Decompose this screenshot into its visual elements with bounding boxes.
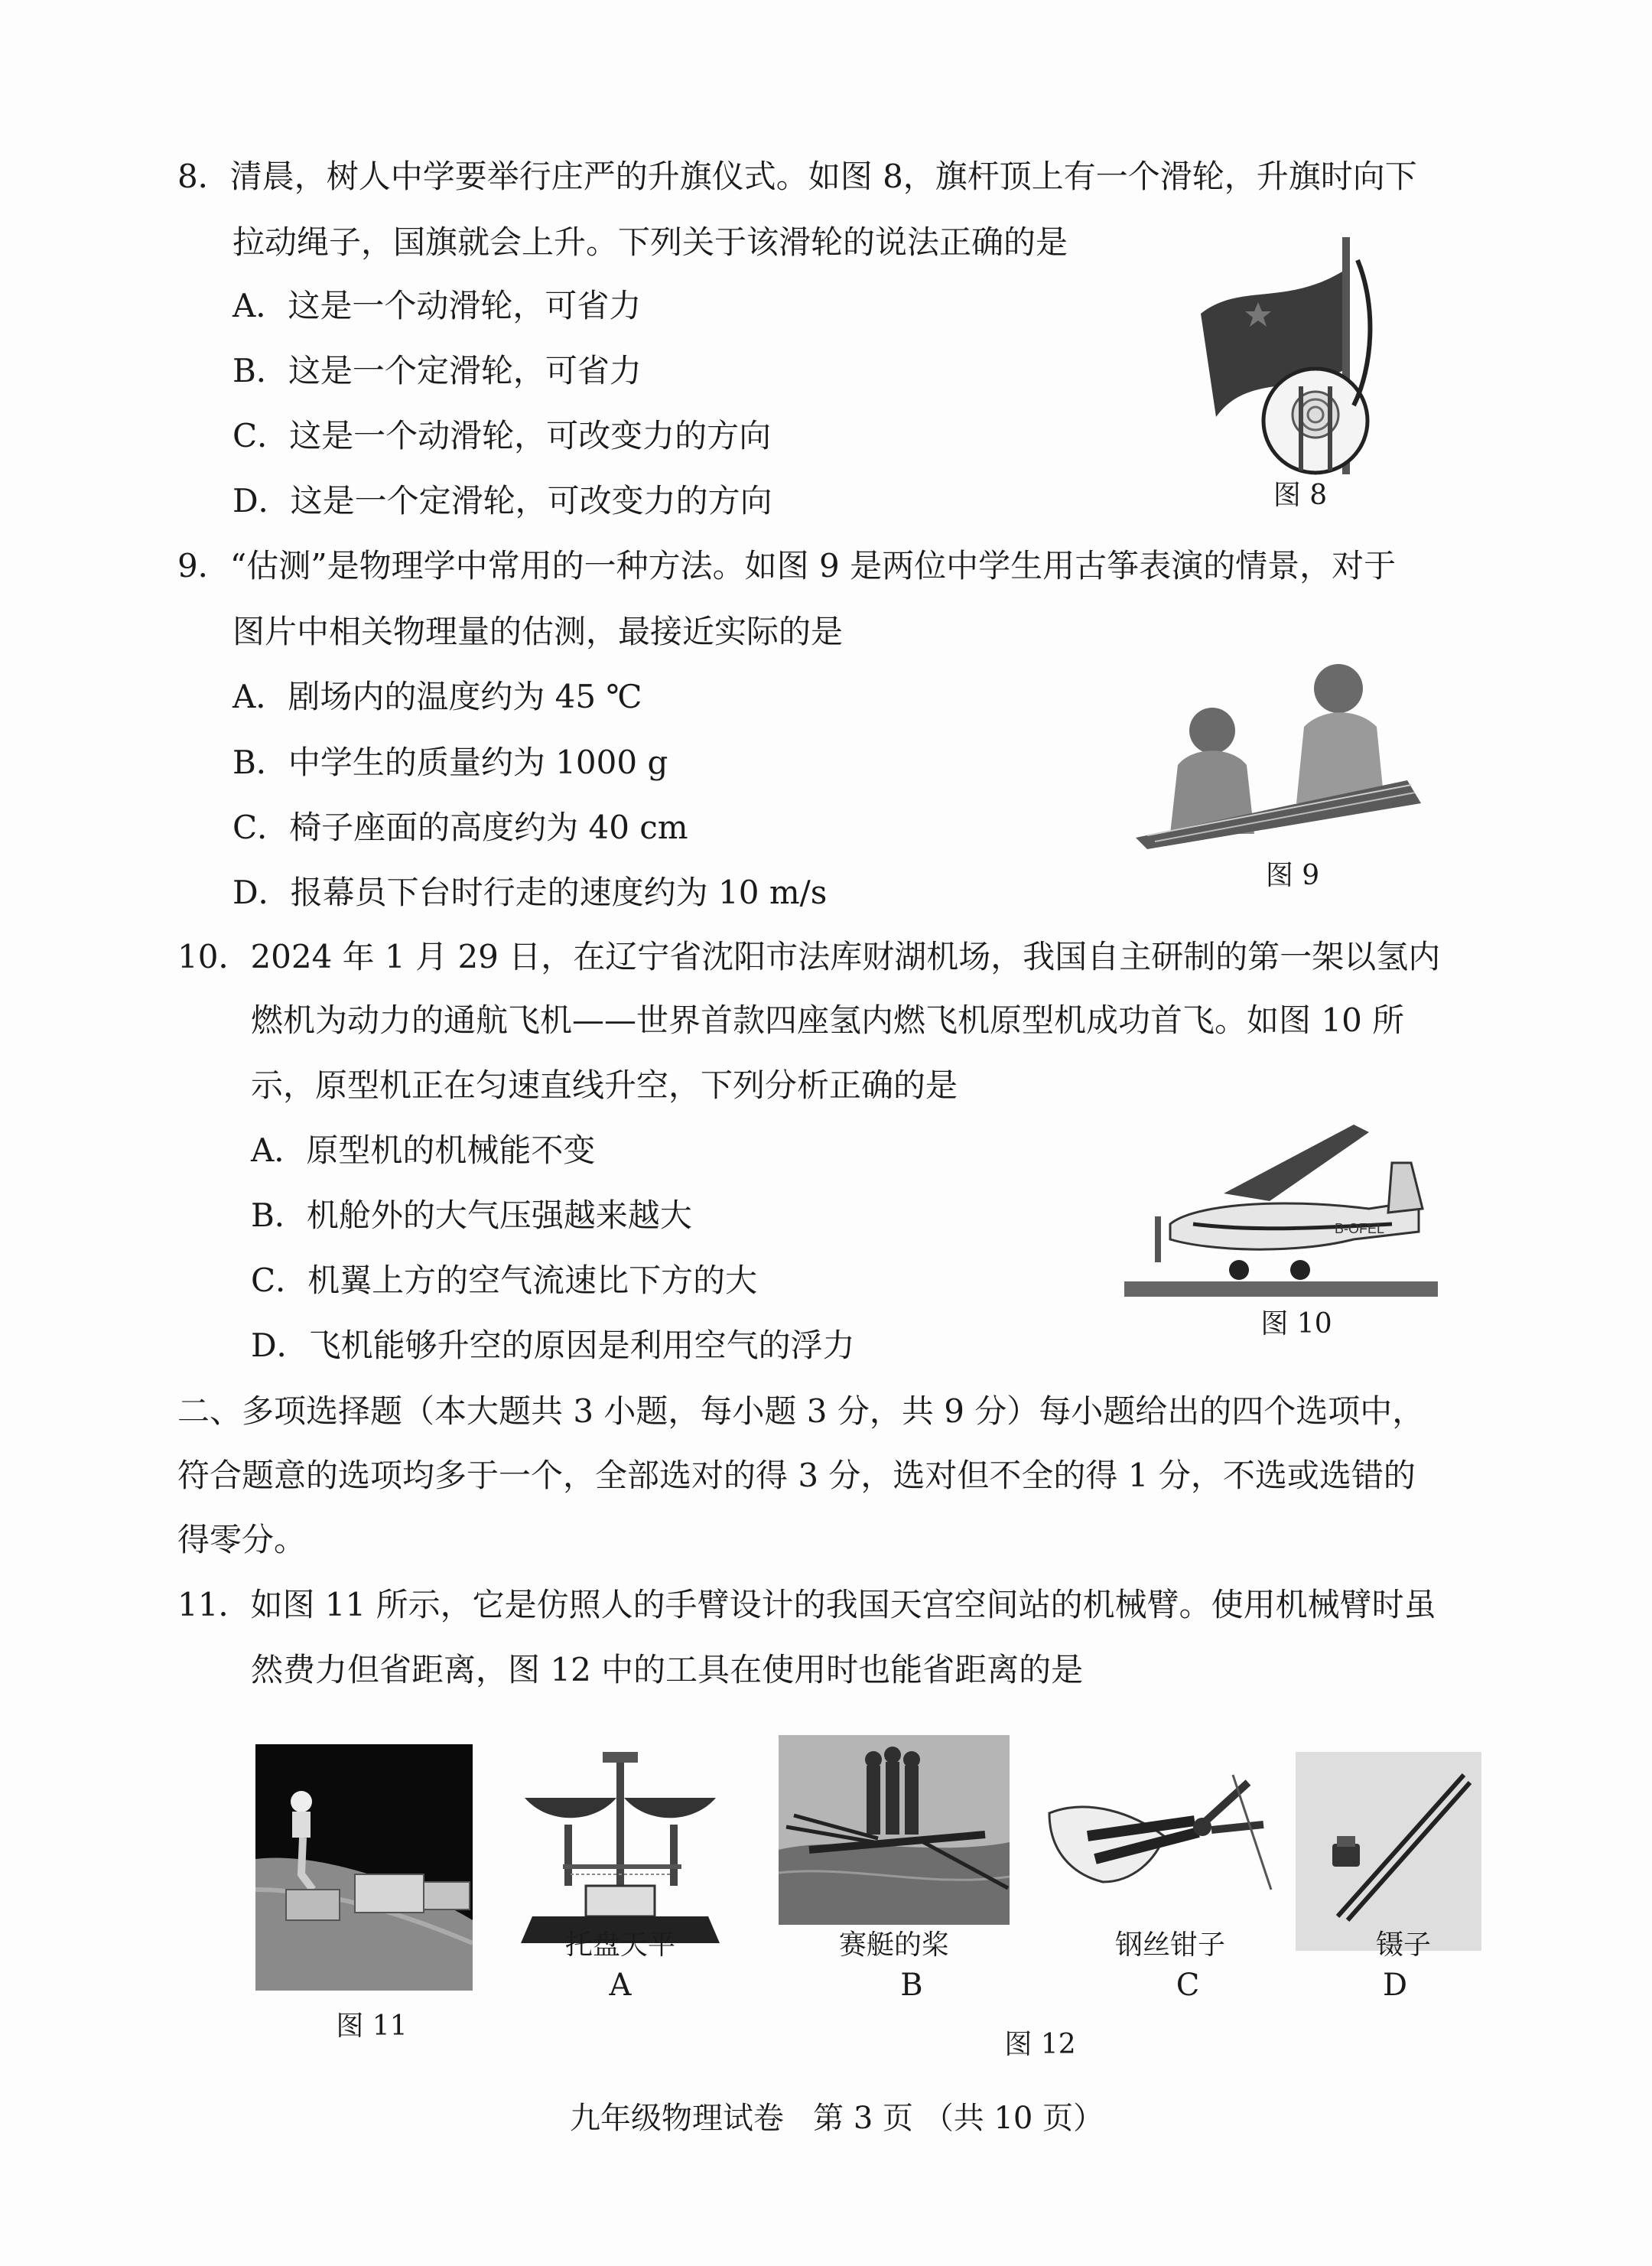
tool-d-tweezers-image — [1296, 1752, 1481, 1951]
figure-9-caption: 图 9 — [1265, 860, 1320, 891]
q9-option-a: A．剧场内的温度约为 45 ℃ — [233, 678, 642, 715]
tool-a-balance-image — [517, 1752, 724, 1951]
tool-d-name: 镊子 — [1375, 1929, 1431, 1961]
q8-option-c: C．这是一个动滑轮，可改变力的方向 — [233, 417, 772, 454]
q8-option-d: D．这是一个定滑轮，可改变力的方向 — [233, 482, 772, 519]
figure-12-caption: 图 12 — [1004, 2029, 1076, 2060]
q8-option-b: B．这是一个定滑轮，可省力 — [233, 352, 642, 389]
q10-stem-line2: 燃机为动力的通航飞机——世界首款四座氢内燃飞机原型机成功首飞。如图 10 所 — [251, 1001, 1405, 1039]
figure-8-caption: 图 8 — [1273, 480, 1328, 511]
figure-10-hydrogen-plane — [1124, 1117, 1438, 1297]
q10-option-a: A．原型机的机械能不变 — [251, 1131, 596, 1169]
tool-a-letter: A — [609, 1968, 632, 2003]
page-footer: 九年级物理试卷 第 3 页 （共 10 页） — [570, 2101, 1104, 2136]
q8-stem-line1: 8．清晨，树人中学要举行庄严的升旗仪式。如图 8，旗杆顶上有一个滑轮，升旗时向下 — [177, 158, 1417, 195]
q10-stem-line1: 10．2024 年 1 月 29 日，在辽宁省沈阳市法库财湖机场，我国自主研制的第一架以氢内 — [177, 938, 1441, 975]
figure-8-flag-pulley — [1185, 230, 1384, 482]
section2-line3: 得零分。 — [177, 1521, 307, 1558]
q10-option-c: C．机翼上方的空气流速比下方的大 — [251, 1262, 758, 1299]
tool-c-name: 钢丝钳子 — [1114, 1929, 1225, 1961]
tool-b-letter: B — [900, 1968, 923, 2003]
tool-c-letter: C — [1176, 1968, 1200, 2003]
plane-registration: B-OFEL — [1335, 1221, 1385, 1236]
q8-stem-line2: 拉动绳子，国旗就会上升。下列关于该滑轮的说法正确的是 — [233, 223, 1068, 261]
q11-stem-line2: 然费力但省距离，图 12 中的工具在使用时也能省距离的是 — [251, 1651, 1084, 1688]
tool-c-wire-pliers-image — [1042, 1767, 1279, 1913]
q11-stem-line1: 11．如图 11 所示，它是仿照人的手臂设计的我国天宫空间站的机械臂。使用机械臂时虽 — [177, 1586, 1436, 1623]
tool-d-letter: D — [1382, 1968, 1408, 2003]
q9-option-d: D．报幕员下台时行走的速度约为 10 m/s — [233, 874, 828, 911]
figure-11-caption: 图 11 — [336, 2010, 408, 2042]
q9-option-b: B．中学生的质量约为 1000 g — [233, 744, 668, 781]
tool-b-name: 赛艇的桨 — [838, 1929, 949, 1961]
q9-option-c: C．椅子座面的高度约为 40 cm — [233, 809, 688, 846]
figure-11-robotic-arm — [255, 1744, 473, 1991]
q9-stem-line1: 9．“估测”是物理学中常用的一种方法。如图 9 是两位中学生用古筝表演的情景，对于 — [177, 547, 1397, 584]
tool-b-rowing-oar-image — [779, 1735, 1010, 1925]
tool-a-name: 托盘天平 — [564, 1929, 675, 1961]
q10-stem-line3: 示，原型机正在匀速直线升空，下列分析正确的是 — [251, 1066, 958, 1104]
q10-option-d: D．飞机能够升空的原因是利用空气的浮力 — [251, 1327, 855, 1364]
section2-line1: 二、多项选择题（本大题共 3 小题，每小题 3 分，共 9 分）每小题给出的四个选项中， — [177, 1392, 1425, 1430]
figure-10-caption: 图 10 — [1260, 1308, 1332, 1340]
q8-option-a: A．这是一个动滑轮，可省力 — [233, 287, 642, 324]
q9-stem-line2: 图片中相关物理量的估测，最接近实际的是 — [233, 613, 844, 650]
figure-9-guzheng-performance — [1132, 658, 1423, 849]
section2-line2: 符合题意的选项均多于一个，全部选对的得 3 分，选对但不全的得 1 分，不选或选错的 — [177, 1457, 1416, 1494]
q10-option-b: B．机舱外的大气压强越来越大 — [251, 1196, 692, 1234]
